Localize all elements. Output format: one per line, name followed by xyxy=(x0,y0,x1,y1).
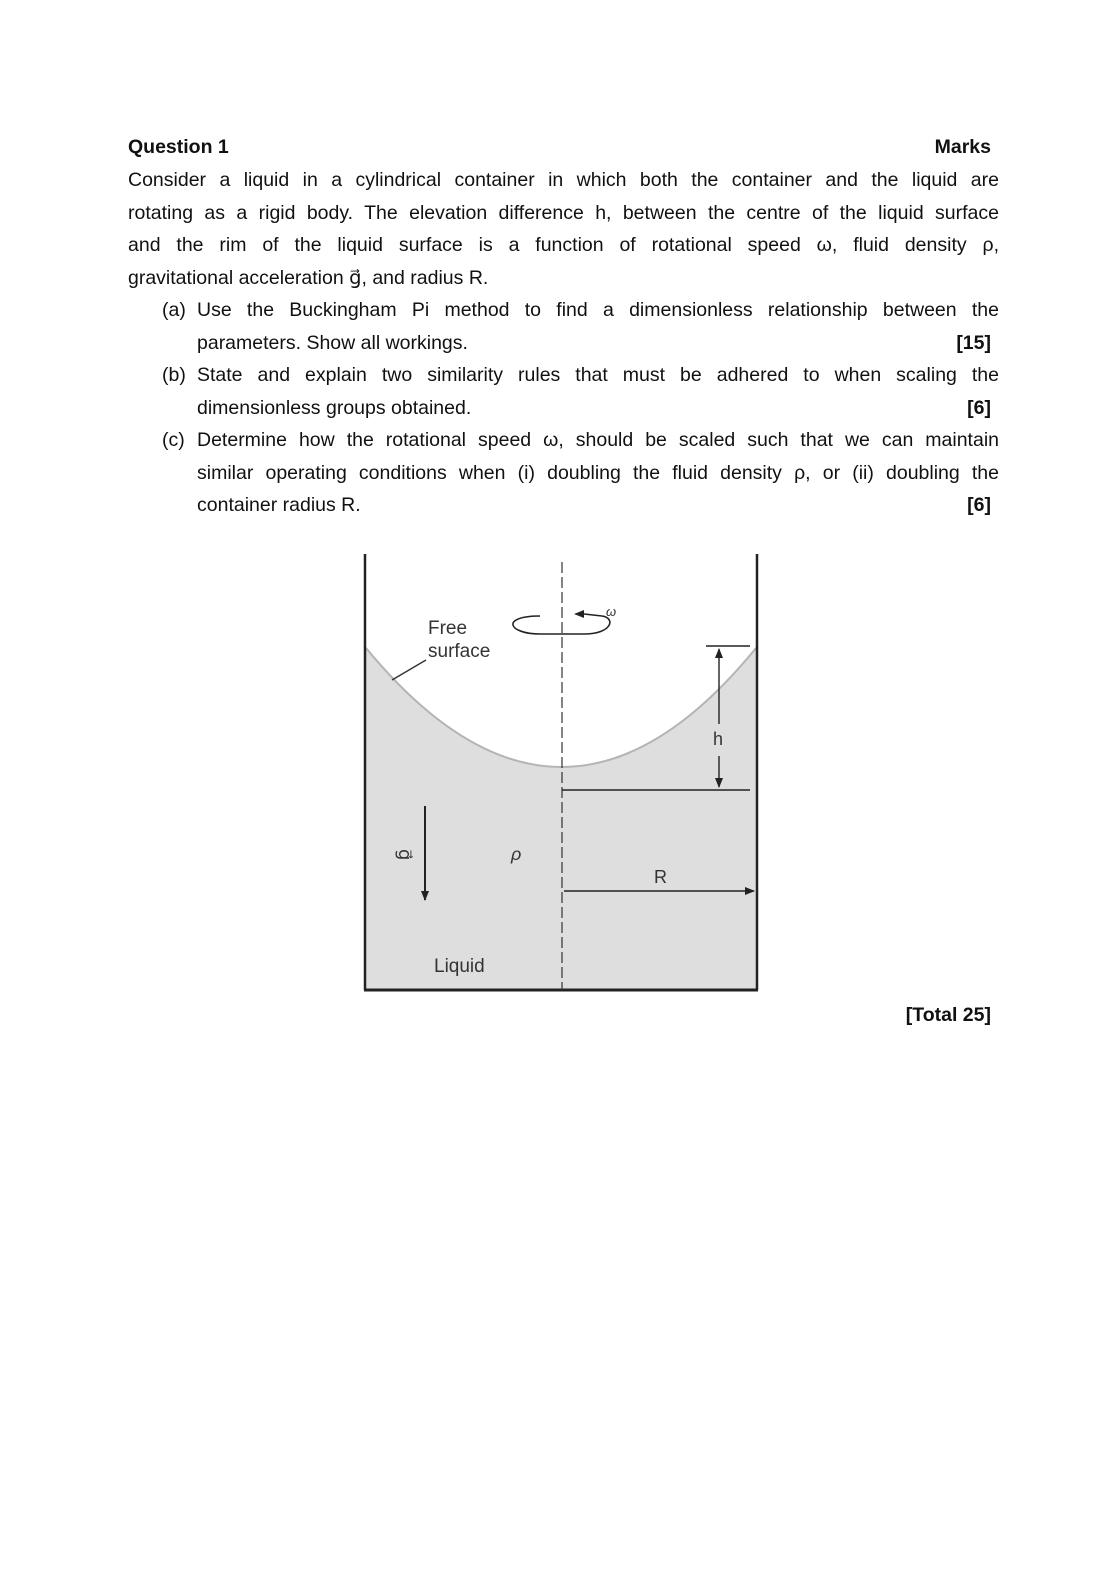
liquid-label: Liquid xyxy=(434,956,485,977)
free-surface-leader xyxy=(392,660,426,680)
intro-line-4: gravitational acceleration g⃗, and radius R. xyxy=(128,267,489,289)
r-label: R xyxy=(654,867,667,887)
h-label: h xyxy=(713,729,724,749)
intro-line-2: rotating as a rigid body. The elevation difference h, between the centre of the liquid surface xyxy=(128,202,999,224)
rho-label: ρ xyxy=(511,844,522,864)
rotation-ellipse xyxy=(513,616,610,634)
part-b-marks: [6] xyxy=(967,397,991,419)
omega-label: ω xyxy=(606,604,617,619)
question-title: Question 1 xyxy=(128,136,229,158)
part-c-line-3: container radius R. xyxy=(197,494,361,516)
part-b-line-2: dimensionless groups obtained. xyxy=(197,397,472,419)
part-a-line-2: parameters. Show all workings. xyxy=(197,332,468,354)
part-a-marks: [15] xyxy=(956,332,991,354)
part-a-line-1: Use the Buckingham Pi method to find a dimensionless relationship between the xyxy=(197,299,999,321)
part-a-label: (a) xyxy=(162,299,186,321)
part-c-label: (c) xyxy=(162,429,185,451)
free-surface-label-line-1: Free xyxy=(428,618,468,639)
part-c-line-1: Determine how the rotational speed ω, should be scaled such that we can maintain xyxy=(197,429,999,451)
g-label: g⃗ xyxy=(395,849,415,861)
part-b-label: (b) xyxy=(162,364,186,386)
total-marks: [Total 25] xyxy=(905,1004,991,1026)
rotation-arrow-head xyxy=(574,610,584,618)
part-b-line-1: State and explain two similarity rules that must be adhered to when scaling the xyxy=(197,364,999,386)
intro-line-1: Consider a liquid in a cylindrical container in which both the container and the liquid are xyxy=(128,169,999,191)
part-c-line-2: similar operating conditions when (i) doubling the fluid density ρ, or (ii) doubling the xyxy=(197,462,999,484)
marks-header: Marks xyxy=(934,136,991,158)
part-c-marks: [6] xyxy=(967,494,991,516)
intro-line-3: and the rim of the liquid surface is a function of rotational speed ω, fluid density ρ, xyxy=(128,234,999,256)
free-surface-label-line-2: surface xyxy=(428,641,491,662)
rotating-container-figure xyxy=(340,548,780,998)
